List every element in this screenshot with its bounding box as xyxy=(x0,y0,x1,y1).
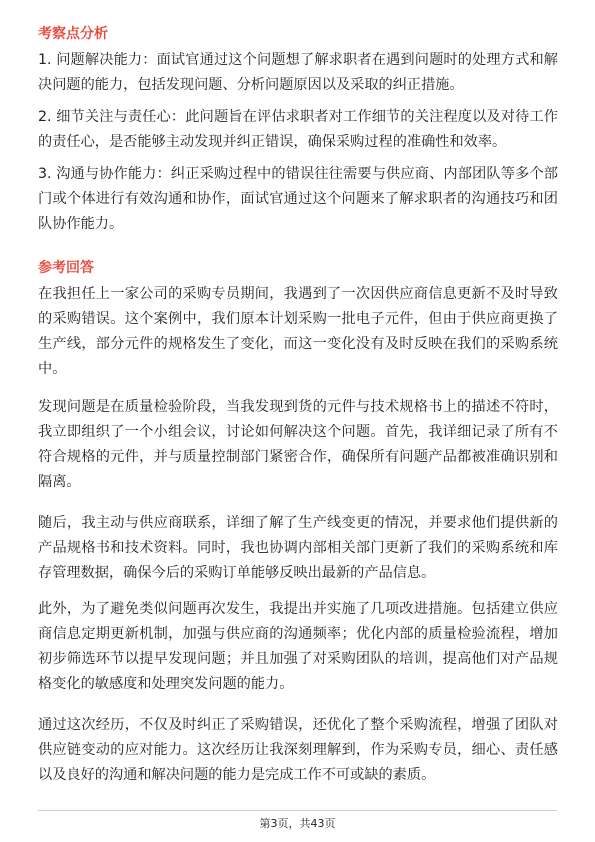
answer-paragraph-4: 此外，为了避免类似问题再次发生，我提出并实施了几项改进措施。包括建立供应商信息定期更新机制，加强与供应商的沟通频率；优化内部的质量检验流程，增加初步筛选环节以提早发现问题；并且加强了对采购团队的培训，提高他们对产品规格变化的敏感度和处理突发问题的能力。 xyxy=(38,601,558,692)
analysis-item-1: 1. 问题解决能力：面试官通过这个问题想了解求职者在遇到问题时的处理方式和解决问题的能力，包括发现问题、分析问题原因以及采取的纠正措施。 xyxy=(38,52,558,93)
analysis-item-3: 3. 沟通与协作能力：纠正采购过程中的错误往往需要与供应商、内部团队等多个部门或个体进行有效沟通和协作，面试官通过这个问题来了解求职者的沟通技巧和团队协作能力。 xyxy=(38,166,558,232)
analysis-heading: 考察点分析 xyxy=(38,26,108,42)
footer-divider xyxy=(38,810,557,811)
page-number: 第3页，共43页 xyxy=(259,817,336,830)
answer-paragraph-5: 通过这次经历，不仅及时纠正了采购错误，还优化了整个采购流程，增强了团队对供应链变动的应对能力。这次经历让我深刻理解到，作为采购专员，细心、责任感以及良好的沟通和解决问题的能力是完成工作不可或缺的素质。 xyxy=(38,717,558,783)
analysis-item-2: 2. 细节关注与责任心：此问题旨在评估求职者对工作细节的关注程度以及对待工作的责任心，是否能够主动发现并纠正错误，确保采购过程的准确性和效率。 xyxy=(38,109,558,150)
answer-paragraph-3: 随后，我主动与供应商联系，详细了解了生产线变更的情况，并要求他们提供新的产品规格书和技术资料。同时，我也协调内部相关部门更新了我们的采购系统和库存管理数据，确保今后的采购订单能够反映出最新的产品信息。 xyxy=(38,515,558,581)
answer-heading: 参考回答 xyxy=(38,260,94,276)
answer-paragraph-2: 发现问题是在质量检验阶段，当我发现到货的元件与技术规格书上的描述不符时，我立即组织了一个小组会议，讨论如何解决这个问题。首先，我详细记录了所有不符合规格的元件，并与质量控制部门紧密合作，确保所有问题产品都被准确识别和隔离。 xyxy=(38,399,558,490)
answer-paragraph-1: 在我担任上一家公司的采购专员期间，我遇到了一次因供应商信息更新不及时导致的采购错误。这个案例中，我们原本计划采购一批电子元件，但由于供应商更换了生产线，部分元件的规格发生了变化，而这一变化没有及时反映在我们的采购系统中。 xyxy=(38,286,558,377)
